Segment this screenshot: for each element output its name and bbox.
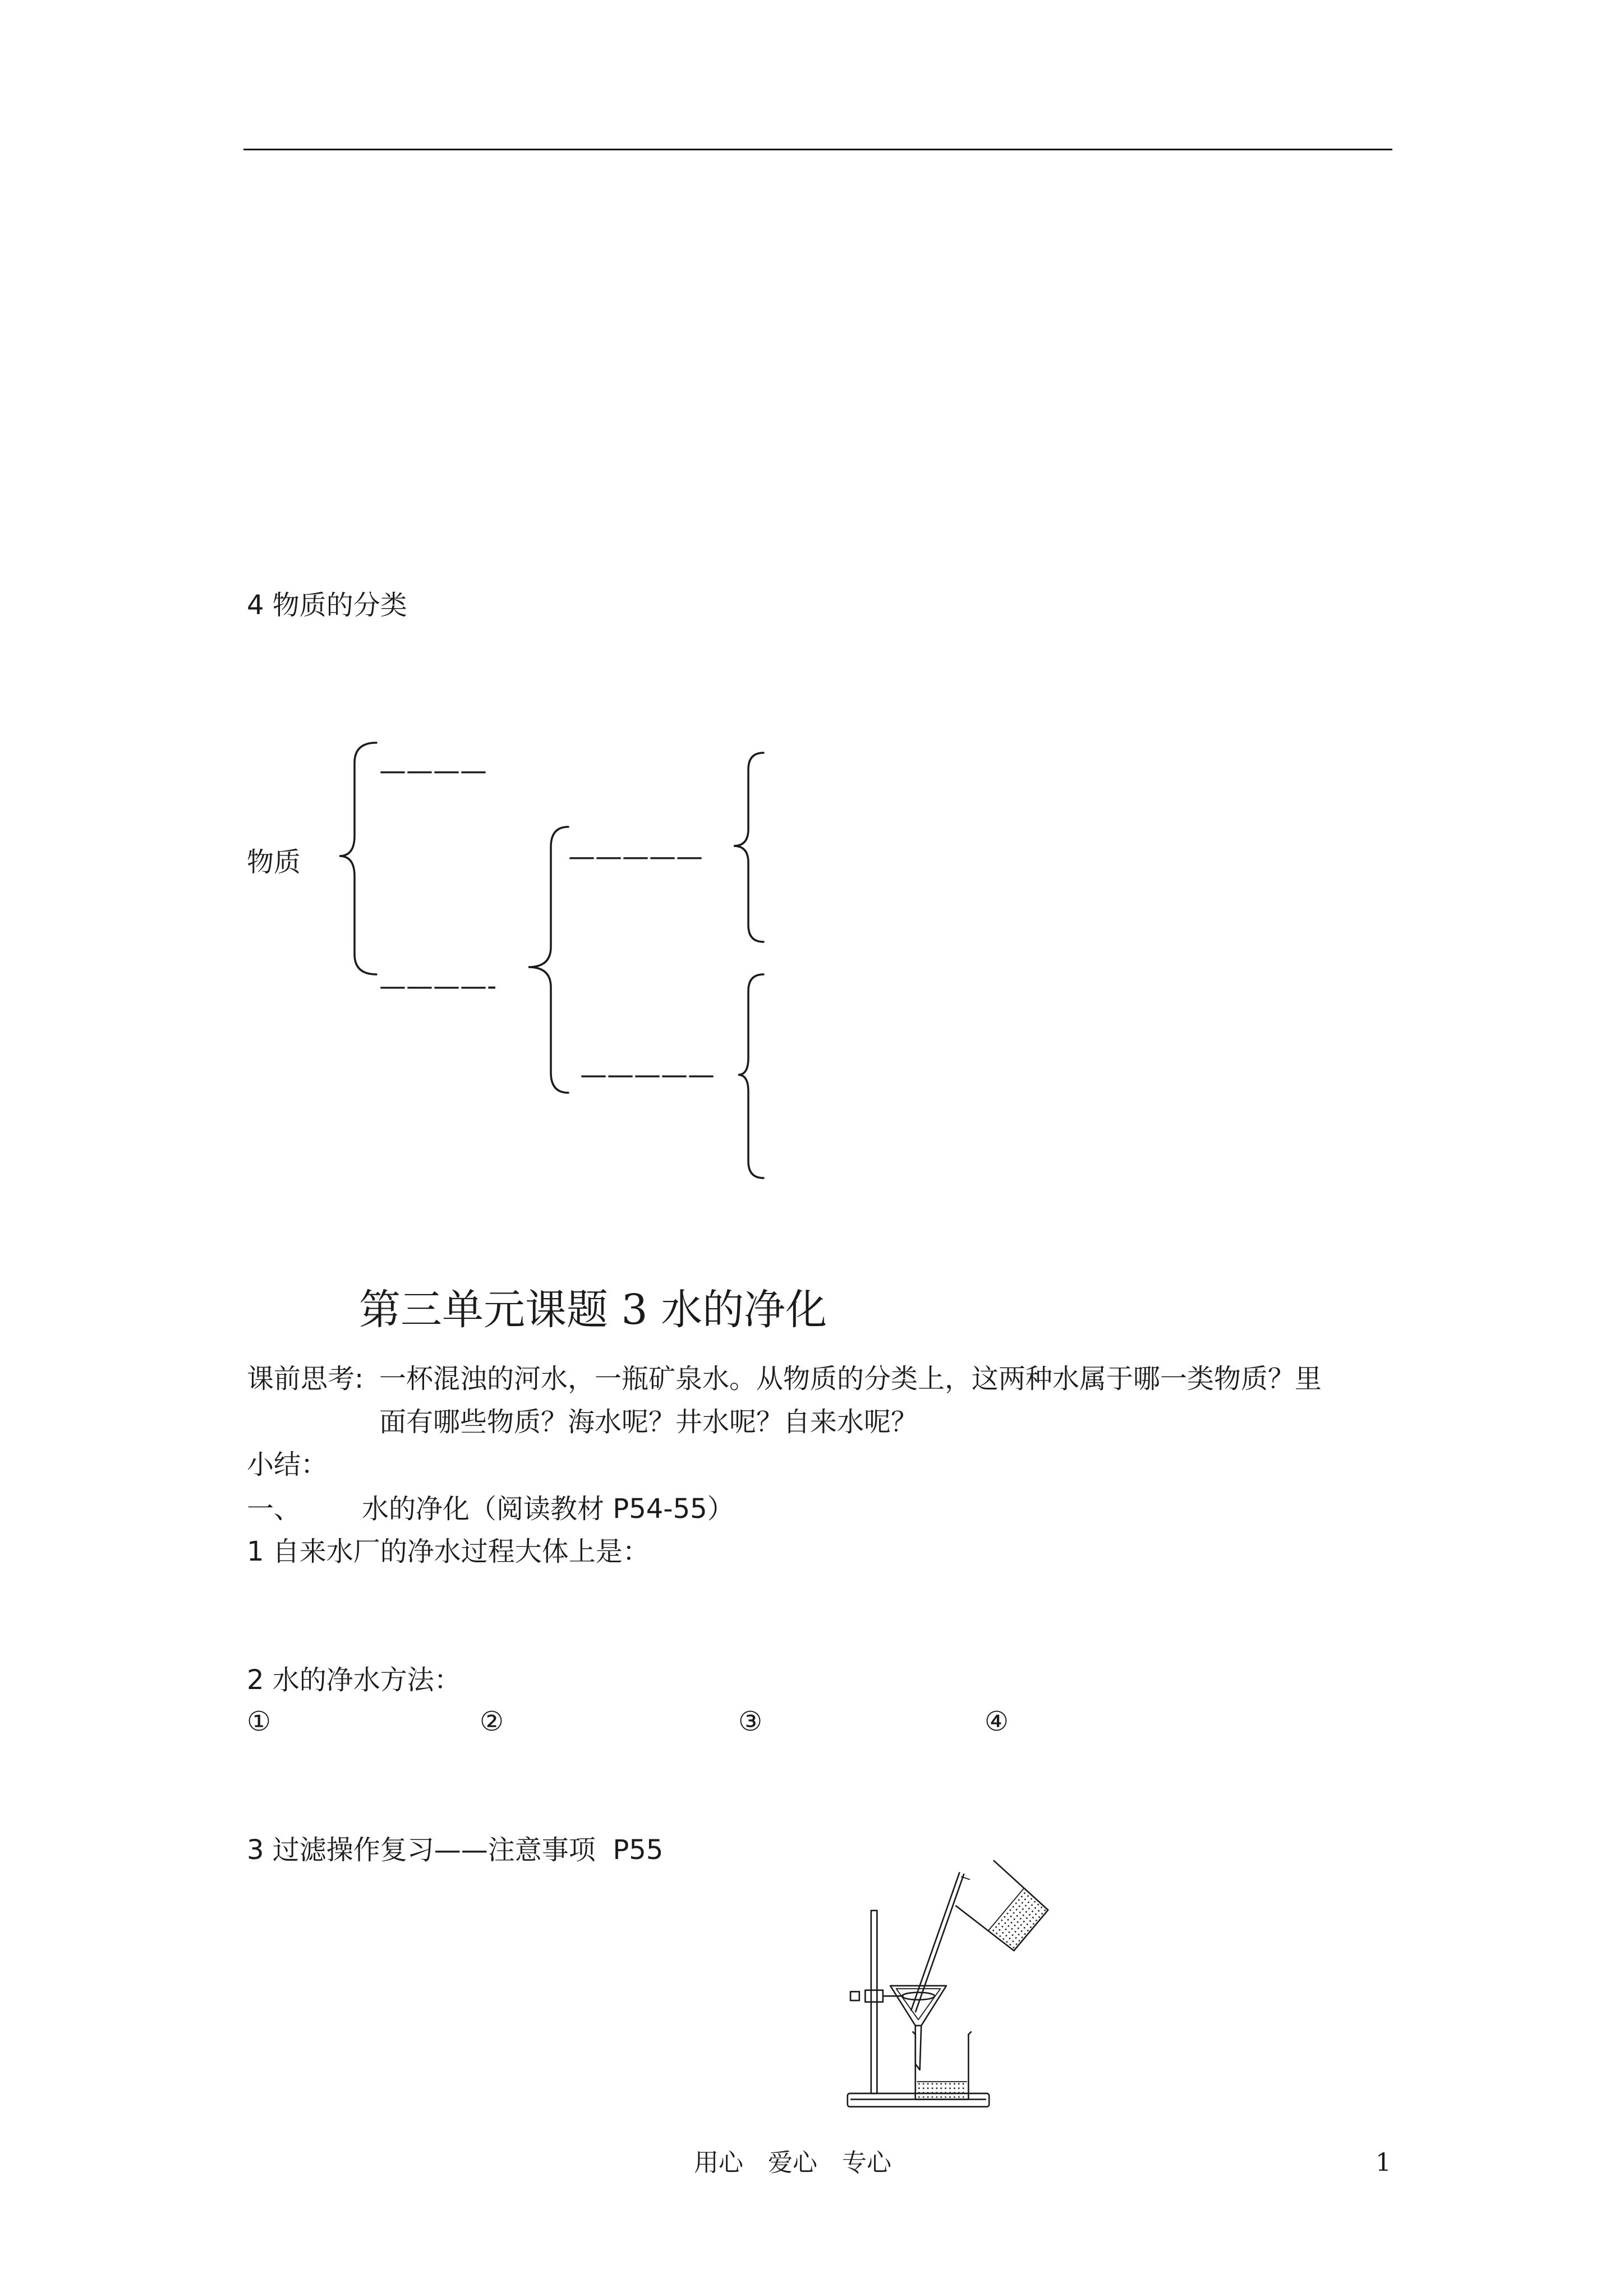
method-marker-1: ①	[247, 1706, 272, 1737]
page-number: 1	[1375, 2148, 1391, 2177]
summary-label: 小结：	[247, 1449, 328, 1480]
section-title: 4 物质的分类	[247, 590, 407, 621]
brace-lower-right	[738, 974, 763, 1178]
part-number: 一、	[247, 1493, 301, 1525]
glass-rod-edge	[915, 1874, 964, 2012]
question-line-2: 面有哪些物质？海水呢？井水呢？自来水呢？	[379, 1406, 918, 1438]
method-marker-2: ②	[480, 1706, 504, 1737]
brace-middle	[528, 827, 568, 1093]
item-1: 1 自来水厂的净水过程大体上是：	[247, 1536, 650, 1567]
pouring-beaker	[955, 1860, 1050, 1953]
classification-blank-3: ————-	[379, 970, 497, 1002]
footer-motto: 用心 爱心 专心	[694, 2148, 891, 2177]
filtration-apparatus-illustration	[827, 1853, 1078, 2126]
method-marker-4: ④	[984, 1706, 1009, 1737]
method-marker-3: ③	[738, 1706, 763, 1737]
question-label: 课前思考:	[247, 1363, 364, 1395]
classification-blank-2: —————	[568, 841, 703, 872]
part-heading: 水的净化（阅读教材 P54-55）	[362, 1493, 734, 1525]
item-3: 3 过滤操作复习——注意事项 P55	[247, 1834, 664, 1866]
classification-braces	[314, 729, 797, 1200]
classification-blank-1: ————	[379, 755, 487, 786]
clamp-boss	[865, 1990, 883, 2002]
brace-root	[339, 743, 376, 974]
classification-blank-4: —————	[580, 1059, 715, 1091]
classification-root-label: 物质	[247, 846, 301, 878]
brace-upper-right	[734, 753, 763, 942]
header-rule	[243, 149, 1392, 150]
support-ring	[902, 1993, 935, 2000]
clamp-knob	[850, 1991, 859, 2000]
filtrate	[917, 2082, 967, 2098]
lesson-title: 第三单元课题 3 水的净化	[359, 1286, 827, 1334]
funnel-stem	[915, 2026, 922, 2070]
glass-rod	[911, 1872, 960, 2010]
question-line-1: 一杯混浊的河水，一瓶矿泉水。从物质的分类上，这两种水属于哪一类物质？里	[379, 1363, 1322, 1395]
item-2: 2 水的净水方法：	[247, 1664, 461, 1696]
